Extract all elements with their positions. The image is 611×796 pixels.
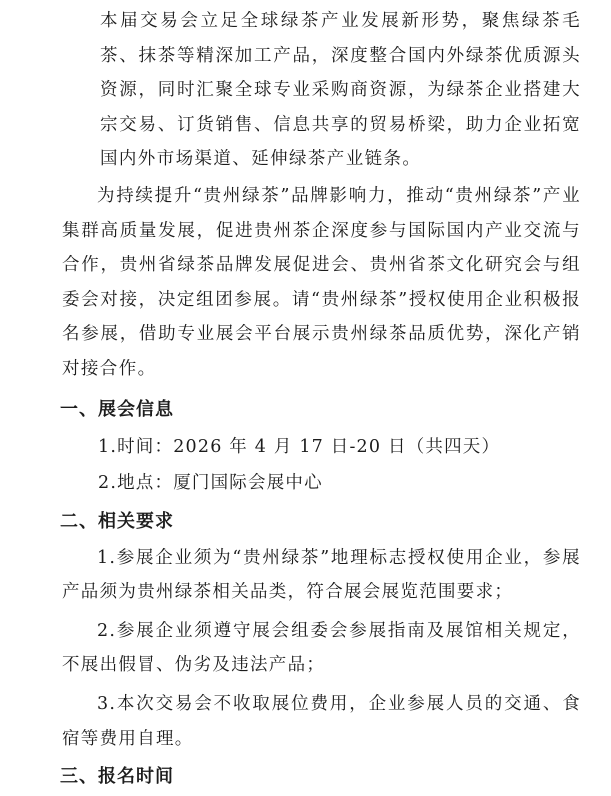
exhibition-location: 2.地点：厦门国际会展中心 (98, 472, 323, 493)
requirement-item-3: 3.本次交易会不收取展位费用，企业参展人员的交通、食宿等费用自理。 (62, 693, 581, 749)
exhibition-time: 1.时间：2026 年 4 月 17 日-20 日（共四天） (98, 436, 501, 457)
intro-paragraph-text: 本届交易会立足全球绿茶产业发展新形势，聚焦绿茶毛茶、抹茶等精深加工产品，深度整合国内外绿茶优质源头资源，同时汇聚全球专业采购商资源，为绿茶企业搭建大宗交易、订货销售、信息共享的贸易桥梁，助力企业拓宽国内外市场渠道、延伸绿茶产业链条。 (100, 11, 581, 170)
requirement-item-2: 2.参展企业须遵守展会组委会参展指南及展馆相关规定，不展出假冒、伪劣及违法产品； (62, 620, 581, 676)
section-heading-registration-time: 三、报名时间 (60, 766, 174, 788)
section-heading-exhibition-info: 一、展会信息 (60, 398, 174, 420)
purpose-paragraph: 为持续提升“贵州绿茶”品牌影响力，推动“贵州绿茶”产业集群高质量发展，促进贵州茶企深度参与国际国内产业交流与合作，贵州省绿茶品牌发展促进会、贵州省茶文化研究会与组委会对接，决定组团参展。请“贵州绿茶”授权使用企业积极报名参展，借助专业展会平台展示贵州绿茶品质优势，深化产销对接合作。 (62, 185, 581, 379)
requirement-item-1: 1.参展企业须为“贵州绿茶”地理标志授权使用企业，参展产品须为贵州绿茶相关品类，符合展会展览范围要求； (62, 547, 581, 603)
intro-paragraph (62, 4, 581, 177)
section-heading-requirements: 二、相关要求 (60, 510, 174, 532)
